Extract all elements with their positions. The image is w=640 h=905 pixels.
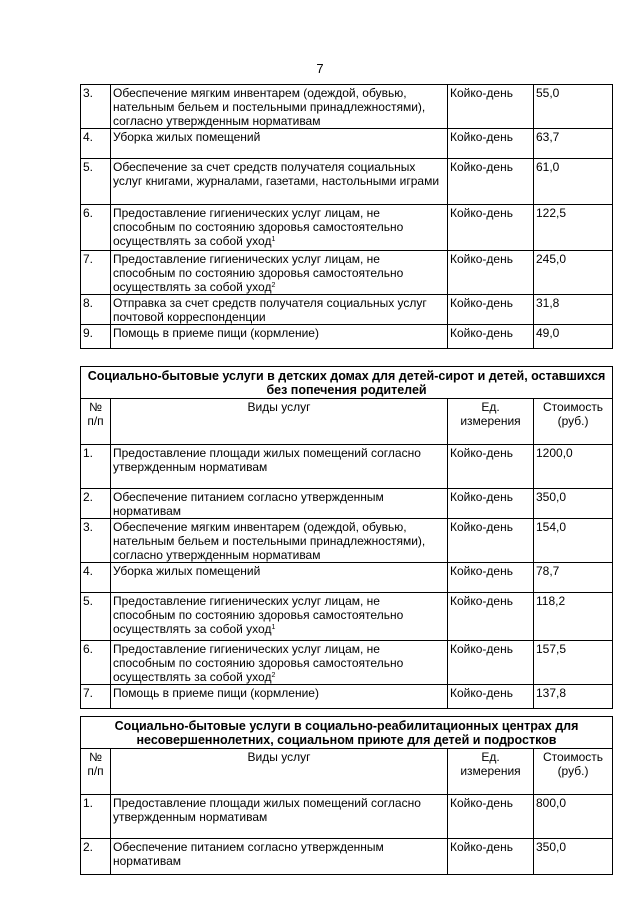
header-unit: Ед. измерения (448, 399, 534, 445)
table-row (81, 85, 613, 129)
service-text: Обеспечение за счет средств получателя социальных услуг книгами, журналами, газетами, настольными играми (113, 160, 440, 188)
row-number: 5. (81, 159, 111, 205)
service-text: Предоставление гигиенических услуг лицам, не способным по состоянию здоровья самостоятельно осуществлять за собой уход (113, 252, 404, 294)
table-caption-row (81, 367, 613, 399)
row-number: 2. (81, 489, 111, 519)
table-row (81, 445, 613, 489)
service-name (111, 159, 448, 205)
row-number: 7. (81, 251, 111, 295)
cost: 350,0 (534, 489, 613, 519)
row-number: 6. (81, 641, 111, 685)
rehab-centers-services-table (80, 716, 613, 875)
row-number: 3. (81, 85, 111, 129)
table-row (81, 489, 613, 519)
footnote-marker: 1 (271, 236, 276, 243)
service-text: Обеспечение питанием согласно утвержденным нормативам (113, 490, 384, 518)
table-body (81, 85, 613, 349)
service-name (111, 85, 448, 129)
service-text: Уборка жилых помещений (113, 564, 261, 578)
cost: 55,0 (534, 85, 613, 129)
service-name (111, 129, 448, 159)
table-header-row (81, 399, 613, 445)
table-row (81, 839, 613, 875)
header-cost: Стоимость (руб.) (534, 399, 613, 445)
row-number: 4. (81, 129, 111, 159)
table-row (81, 251, 613, 295)
cost: 154,0 (534, 519, 613, 563)
service-name (111, 839, 448, 875)
unit: Койко-день (448, 795, 534, 839)
unit: Койко-день (448, 205, 534, 251)
table-row (81, 159, 613, 205)
cost: 350,0 (534, 839, 613, 875)
header-service: Виды услуг (111, 399, 448, 445)
cost: 118,2 (534, 593, 613, 641)
unit: Койко-день (448, 685, 534, 709)
service-name (111, 489, 448, 519)
table-caption-row (81, 717, 613, 749)
service-name (111, 593, 448, 641)
header-cost: Стоимость (руб.) (534, 749, 613, 795)
unit: Койко-день (448, 563, 534, 593)
services-table-continued (80, 84, 613, 349)
service-text: Обеспечение питанием согласно утвержденным нормативам (113, 840, 384, 868)
table-body (81, 367, 613, 709)
table-row (81, 593, 613, 641)
footnote-marker: 1 (271, 624, 276, 631)
cost: 245,0 (534, 251, 613, 295)
unit: Койко-день (448, 519, 534, 563)
cost: 122,5 (534, 205, 613, 251)
table-row (81, 519, 613, 563)
cost: 78,7 (534, 563, 613, 593)
unit: Койко-день (448, 251, 534, 295)
row-number: 5. (81, 593, 111, 641)
service-text: Предоставление гигиенических услуг лицам, не способным по состоянию здоровья самостоятельно осуществлять за собой уход (113, 206, 404, 248)
service-name (111, 251, 448, 295)
row-number: 6. (81, 205, 111, 251)
footnote-marker: 2 (271, 672, 276, 679)
page-number: 7 (316, 61, 324, 76)
row-number: 3. (81, 519, 111, 563)
service-name (111, 519, 448, 563)
service-name (111, 295, 448, 325)
unit: Койко-день (448, 159, 534, 205)
service-text: Уборка жилых помещений (113, 130, 261, 144)
service-text: Помощь в приеме пищи (кормление) (113, 326, 319, 340)
unit: Койко-день (448, 489, 534, 519)
service-name (111, 685, 448, 709)
row-number: 2. (81, 839, 111, 875)
table-row (81, 205, 613, 251)
orphanage-services-table (80, 366, 613, 709)
cost: 49,0 (534, 325, 613, 349)
service-text: Предоставление площади жилых помещений согласно утвержденным нормативам (113, 796, 421, 824)
service-text: Обеспечение мягким инвентарем (одеждой, обувью, нательным бельем и постельными принадлежностями), согласно утвержденным нормативам (113, 86, 426, 128)
table-header-row (81, 749, 613, 795)
table-caption: Социально-бытовые услуги в детских домах для детей-сирот и детей, оставшихся без попечения родителей (81, 367, 613, 399)
row-number: 9. (81, 325, 111, 349)
service-text: Обеспечение мягким инвентарем (одеждой, обувью, нательным бельем и постельными принадлежностями), согласно утвержденным нормативам (113, 520, 426, 562)
footnote-marker: 2 (271, 282, 276, 289)
table-row (81, 129, 613, 159)
header-num: № п/п (81, 399, 111, 445)
cost: 31,8 (534, 295, 613, 325)
service-name (111, 205, 448, 251)
service-text: Предоставление гигиенических услуг лицам, не способным по состоянию здоровья самостоятельно осуществлять за собой уход (113, 594, 404, 636)
header-service: Виды услуг (111, 749, 448, 795)
unit: Койко-день (448, 839, 534, 875)
service-text: Отправка за счет средств получателя социальных услуг почтовой корреспонденции (113, 296, 427, 324)
unit: Койко-день (448, 445, 534, 489)
unit: Койко-день (448, 295, 534, 325)
service-text: Помощь в приеме пищи (кормление) (113, 686, 319, 700)
cost: 157,5 (534, 641, 613, 685)
table-row (81, 295, 613, 325)
unit: Койко-день (448, 641, 534, 685)
row-number: 7. (81, 685, 111, 709)
unit: Койко-день (448, 129, 534, 159)
table-body (81, 717, 613, 875)
table-row (81, 325, 613, 349)
header-num: № п/п (81, 749, 111, 795)
row-number: 1. (81, 795, 111, 839)
service-name (111, 325, 448, 349)
table-row (81, 641, 613, 685)
header-unit: Ед. измерения (448, 749, 534, 795)
row-number: 4. (81, 563, 111, 593)
table-row (81, 795, 613, 839)
table-caption: Социально-бытовые услуги в социально-реабилитационных центрах для несовершеннолетних, социальном приюте для детей и подростков (81, 717, 613, 749)
service-text: Предоставление гигиенических услуг лицам, не способным по состоянию здоровья самостоятельно осуществлять за собой уход (113, 642, 404, 684)
service-name (111, 795, 448, 839)
row-number: 1. (81, 445, 111, 489)
service-text: Предоставление площади жилых помещений согласно утвержденным нормативам (113, 446, 421, 474)
row-number: 8. (81, 295, 111, 325)
table-row (81, 563, 613, 593)
service-name (111, 641, 448, 685)
service-name (111, 563, 448, 593)
unit: Койко-день (448, 325, 534, 349)
table-row (81, 685, 613, 709)
cost: 63,7 (534, 129, 613, 159)
cost: 61,0 (534, 159, 613, 205)
cost: 800,0 (534, 795, 613, 839)
unit: Койко-день (448, 593, 534, 641)
unit: Койко-день (448, 85, 534, 129)
service-name (111, 445, 448, 489)
cost: 1200,0 (534, 445, 613, 489)
cost: 137,8 (534, 685, 613, 709)
